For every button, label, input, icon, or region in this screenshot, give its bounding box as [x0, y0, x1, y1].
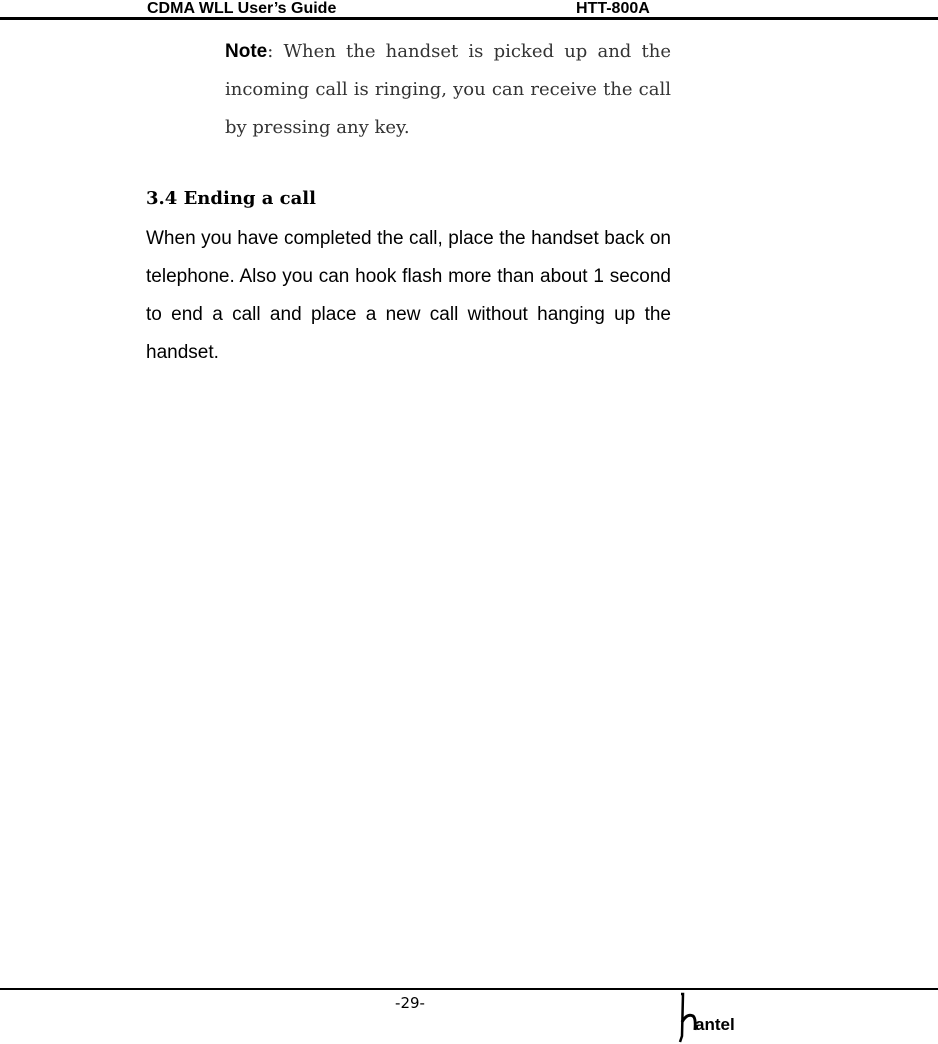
footer-divider	[0, 988, 938, 990]
hantel-logo	[675, 992, 745, 1044]
header-guide-title: CDMA WLL User’s Guide	[147, 0, 337, 17]
header-model: HTT-800A	[576, 0, 650, 17]
logo-text: antel	[695, 1015, 735, 1034]
note-text: : When the handset is picked up and the incoming call is ringing, you can receive the call by pressing any key.	[225, 41, 671, 138]
section-body: When you have completed the call, place the handset back on telephone. Also you can hook flash more than about 1 second to end a call and place a new call without hanging up the handset.	[146, 228, 671, 363]
page-number: -29-	[395, 994, 425, 1012]
section-heading: 3.4 Ending a call	[146, 188, 316, 209]
note-paragraph	[225, 33, 671, 147]
note-label: Note	[225, 41, 268, 62]
header-divider	[0, 17, 938, 20]
